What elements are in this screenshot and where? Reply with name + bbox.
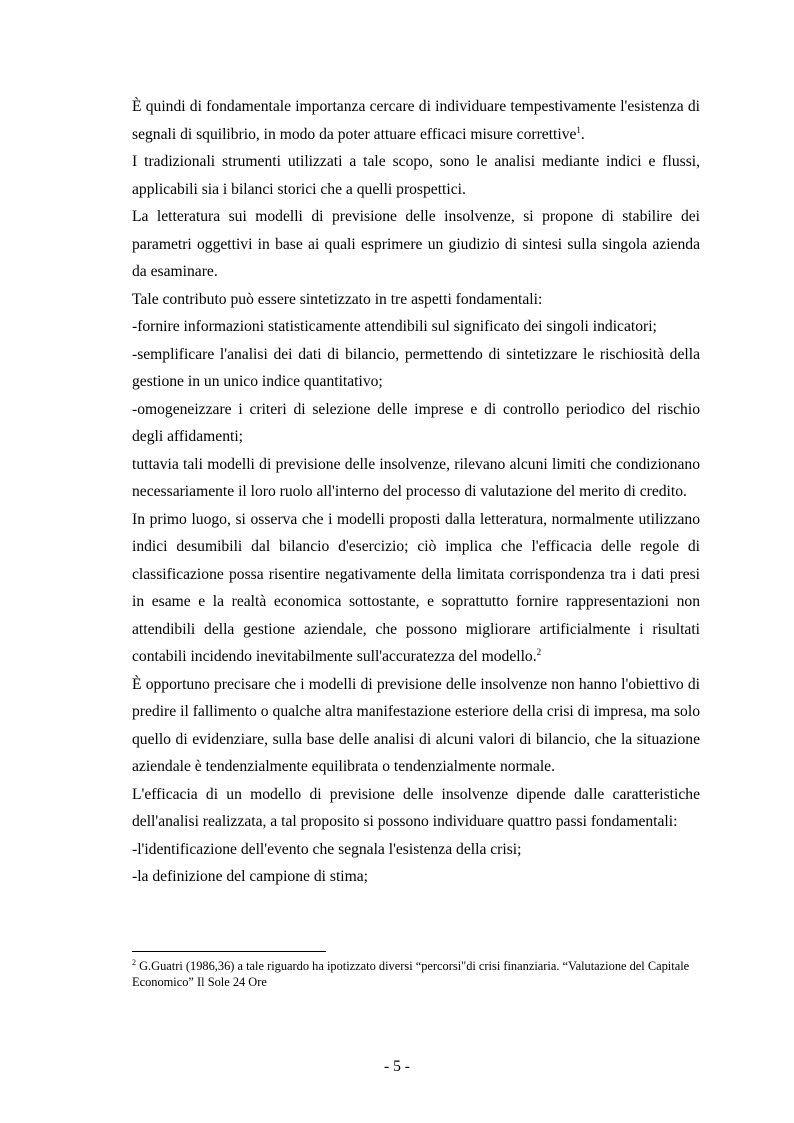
list-item-3: -omogeneizzare i criteri di selezione delle imprese e di controllo periodico del rischio degli affidamenti; — [132, 400, 700, 445]
footnote-marker: 2 — [132, 958, 136, 967]
paragraph-3: La letteratura sui modelli di previsione delle insolvenze, si propone di stabilire dei parametri oggettivi in base ai quali esprimere un giudizio di sintesi sulla singola azienda da esaminare. — [132, 208, 700, 280]
footnote — [132, 958, 700, 990]
paragraph-2: I tradizionali strumenti utilizzati a tale scopo, sono le analisi mediante indici e flussi, applicabili sia i bilanci storici che a quelli prospettici. — [132, 153, 700, 198]
paragraph-5: tuttavia tali modelli di previsione delle insolvenze, rilevano alcuni limiti che condizionano necessariamente il loro ruolo all'interno del processo di valutazione del merito di credito. — [132, 455, 700, 500]
list-item-4: -l'identificazione dell'evento che segnala l'esistenza della crisi; — [132, 840, 522, 858]
footnote-ref-1: 1 — [576, 124, 581, 135]
footnote-ref-2: 2 — [536, 647, 542, 657]
paragraph-6: In primo luogo, si osserva che i modelli proposti dalla letteratura, normalmente utilizzano indici desumibili dal bilancio d'esercizio; ciò implica che l'efficacia delle regole di classificazione possa risentire negativamente della limitata corrispondenza tra i dati presi in esame e la realtà economica sottostante, e soprattutto fornire rappresentazioni non attendibili della gestione aziendale, che possono migliorare artificialmente i risultati contabili incidendo inevitabilmente sull'accuratezza del modello.$^2$ — [132, 510, 700, 665]
footnote-separator — [132, 951, 326, 952]
body-text — [132, 93, 700, 891]
paragraph-7: È opportuno precisare che i modelli di previsione delle insolvenze non hanno l'obiettivo di predire il fallimento o qualche altra manifestazione esteriore della crisi di impresa, ma solo quello di evidenziare, sulla base delle analisi di alcuni valori di bilancio, che la situazione aziendale è tendenzialmente equilibrata o tendenzialmente normale. — [132, 675, 700, 775]
paragraph-1: È quindi di fondamentale importanza cercare di individuare tempestivamente l'esistenza di segnali di squilibrio, in modo da poter attuare efficaci misure correttive$^1$. — [132, 98, 700, 143]
paragraph-4: Tale contributo può essere sintetizzato in tre aspetti fondamentali: — [132, 290, 543, 308]
list-item-5: -la definizione del campione di stima; — [132, 868, 368, 885]
paragraph-8: L'efficacia di un modello di previsione delle insolvenze dipende dalle caratteristiche dell'analisi realizzata, a tal proposito si possono individuare quattro passi fondamentali: — [132, 785, 700, 830]
list-item-2: -semplificare l'analisi dei dati di bilancio, permettendo di sintetizzare le rischiosità della gestione in un unico indice quantitativo; — [132, 345, 700, 390]
list-item-1: -fornire informazioni statisticamente attendibili sul significato dei singoli indicatori; — [132, 318, 657, 335]
page-number: - 5 - — [384, 1058, 410, 1075]
footnote-text: G.Guatri (1986,36) a tale riguardo ha ipotizzato diversi “percorsi"di crisi finanziaria. “Valutazione del Capitale Economico” Il Sole 24 Ore — [132, 959, 690, 989]
